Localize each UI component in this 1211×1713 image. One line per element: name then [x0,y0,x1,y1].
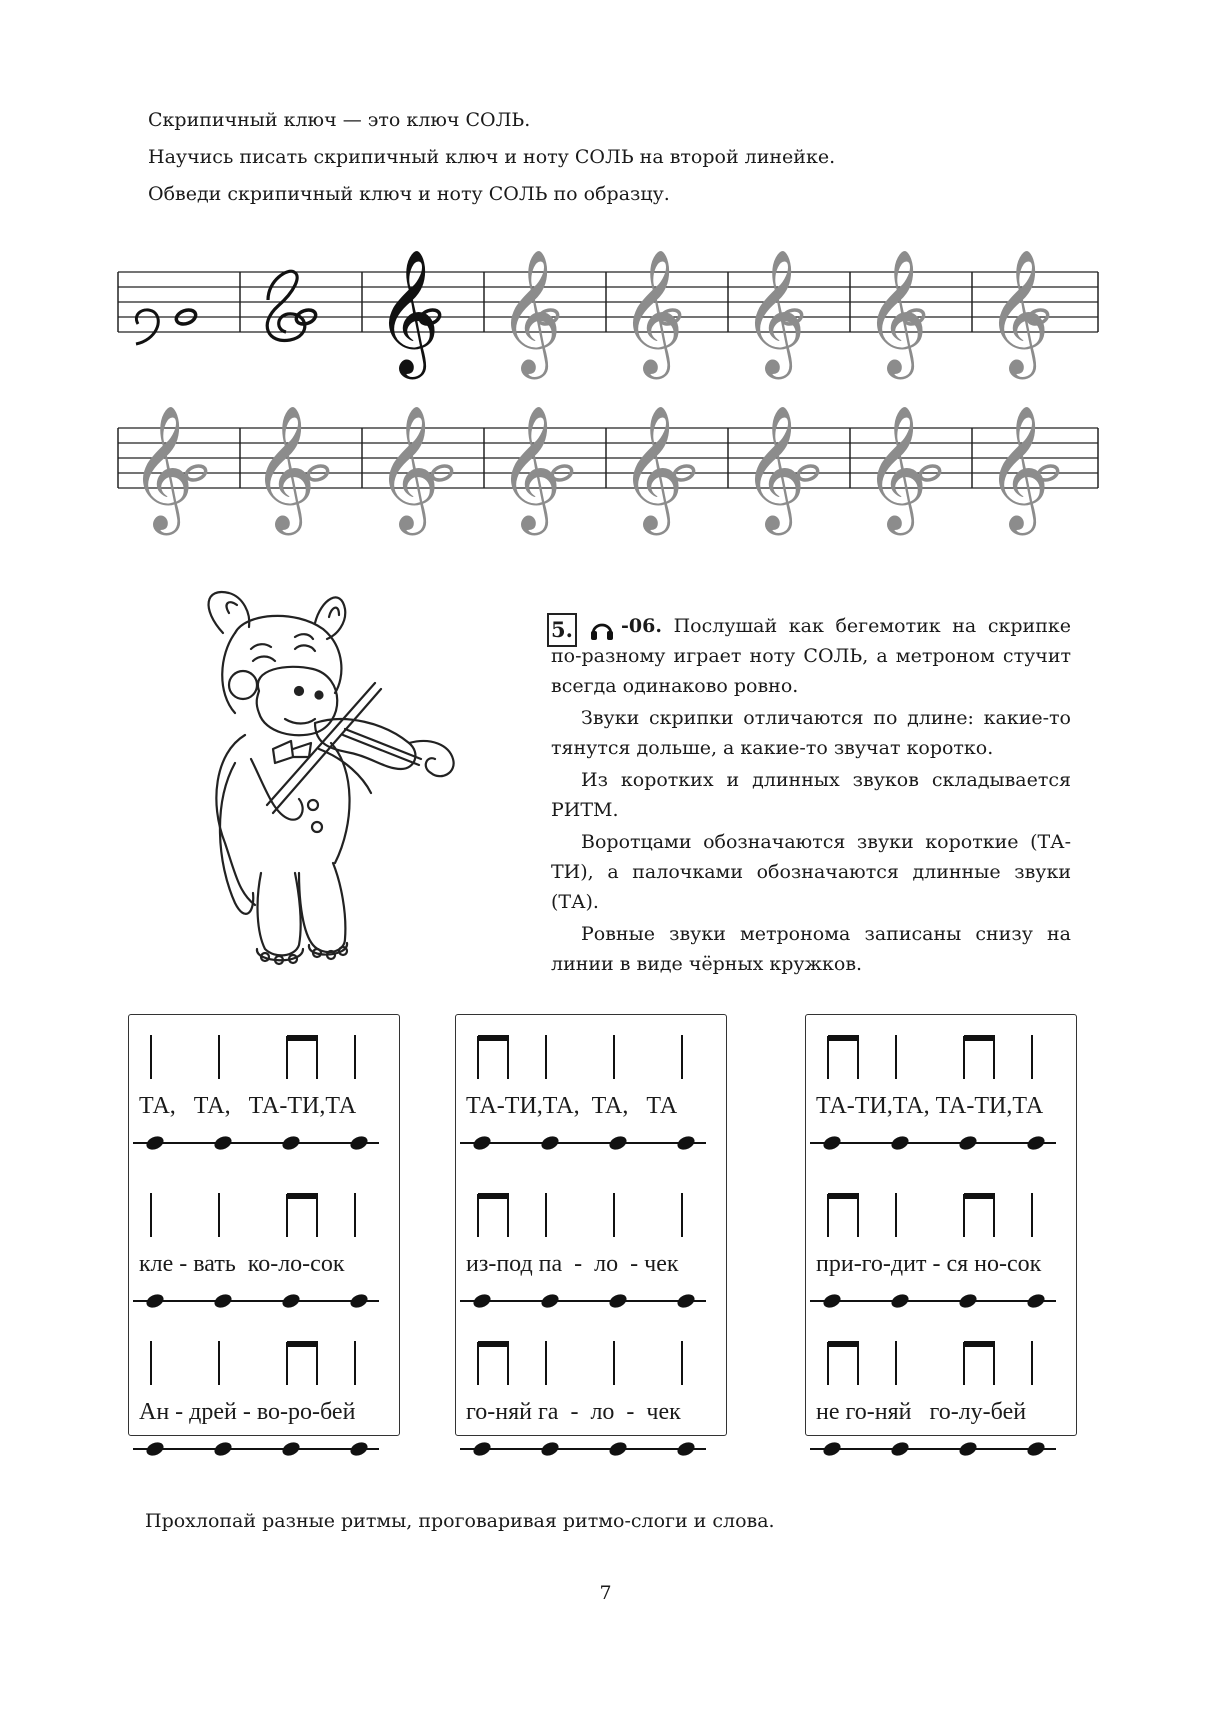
treble-clef-icon: 𝄞 [376,249,440,374]
track-number: -06. [621,615,662,637]
trace-clef-icon: 𝄞 [620,405,684,530]
tati-beam-icon [828,1193,859,1199]
metronome-beat-icon [1025,1134,1046,1152]
tati-gate-icon [964,1037,994,1079]
tati-gate-icon [964,1195,994,1237]
metronome-beat-icon [144,1440,165,1458]
metronome-beat-icon [607,1134,628,1152]
metronome-beat-icon [539,1134,560,1152]
trace-clef-icon: 𝄞 [742,249,806,374]
metronome-beat-icon [471,1440,492,1458]
trace-clef-icon: 𝄞 [864,405,928,530]
intro-line: Научись писать скрипичный ключ и ноту СОЛЬ на второй линейке. [148,146,836,168]
rhythm-row [129,1321,399,1471]
rhythm-row [456,1015,726,1165]
rhythm-syllables: ТА, ТА, ТА-ТИ,ТА [139,1093,357,1119]
rhythm-row [806,1321,1076,1471]
metronome-beat-icon [821,1440,842,1458]
rhythm-row [129,1015,399,1165]
rhythm-syllables: кле - вать ко-ло-сок [139,1251,345,1277]
rhythm-syllables: го-няй га - ло - чек [466,1399,681,1425]
trace-clef-icon: 𝄞 [864,249,928,374]
trace-clef-icon: 𝄞 [130,405,194,530]
metronome-beat-icon [957,1292,978,1310]
clef-stroke-drawing [136,310,158,344]
metronome-beat-icon [675,1440,696,1458]
tati-gate-icon [287,1195,317,1237]
metronome-beat-icon [957,1440,978,1458]
metronome-beat-icon [607,1440,628,1458]
tati-gate-icon [478,1037,508,1079]
rhythm-syllables: Ан - дрей - во-ро-бей [139,1399,356,1425]
tati-beam-icon [964,1341,995,1347]
intro-line: Скрипичный ключ — это ключ СОЛЬ. [148,109,531,131]
tati-beam-icon [964,1035,995,1041]
hippo-violinist-illustration [195,573,515,973]
trace-clef-icon: 𝄞 [498,405,562,530]
tati-gate-icon [478,1195,508,1237]
metronome-beat-icon [889,1440,910,1458]
tati-gate-icon [828,1343,858,1385]
tati-gate-icon [287,1037,317,1079]
tati-beam-icon [287,1341,318,1347]
metronome-beat-icon [144,1292,165,1310]
metronome-beat-icon [280,1292,301,1310]
tati-beam-icon [828,1035,859,1041]
tati-gate-icon [287,1343,317,1385]
metronome-beat-icon [1025,1292,1046,1310]
metronome-beat-icon [348,1440,369,1458]
metronome-beat-icon [889,1134,910,1152]
outro-text: Прохлопай разные ритмы, проговаривая ритмо-слоги и слова. [145,1510,775,1532]
exercise-paragraph: Ровные звуки метронома записаны снизу на линии в виде чёрных кружков. [551,923,1071,975]
tati-beam-icon [478,1341,509,1347]
trace-clef-icon: 𝄞 [376,405,440,530]
exercise-paragraph: Воротцами обозначаются звуки короткие (ТА-ТИ), а палочками обозначаются длинные звуки (ТА). [551,831,1071,913]
rhythm-box [128,1014,400,1436]
trace-clef-icon: 𝄞 [252,405,316,530]
tati-beam-icon [287,1193,318,1199]
metronome-beat-icon [212,1440,233,1458]
metronome-beat-icon [212,1134,233,1152]
metronome-beat-icon [957,1134,978,1152]
metronome-beat-icon [889,1292,910,1310]
metronome-beat-icon [212,1292,233,1310]
metronome-beat-icon [675,1292,696,1310]
rhythm-row [456,1173,726,1323]
tati-beam-icon [478,1035,509,1041]
rhythm-syllables: из-под па - ло - чек [466,1251,679,1277]
rhythm-row [806,1015,1076,1165]
exercise-paragraph: Из коротких и длинных звуков складывается РИТМ. [551,769,1071,821]
rhythm-box [805,1014,1077,1436]
exercise-paragraph: Послушай как бегемотик на скрипке по-разному играет ноту СОЛЬ, а метроном стучит всегда одинаково ровно. [551,615,1071,697]
exercise-number: 5. [547,613,577,647]
rhythm-box [455,1014,727,1436]
trace-clef-icon: 𝄞 [986,405,1050,530]
rhythm-syllables: ТА-ТИ,ТА, ТА-ТИ,ТА [816,1093,1044,1119]
rhythm-row [806,1173,1076,1323]
trace-clef-icon: 𝄞 [742,405,806,530]
clef-partial-drawing [267,271,305,340]
intro-text [148,108,1048,219]
metronome-beat-icon [821,1134,842,1152]
metronome-beat-icon [821,1292,842,1310]
metronome-beat-icon [348,1292,369,1310]
trace-clef-icon: 𝄞 [620,249,684,374]
page-number: 7 [599,1582,612,1604]
metronome-beat-icon [1025,1440,1046,1458]
trace-clef-icon: 𝄞 [986,249,1050,374]
metronome-beat-icon [607,1292,628,1310]
exercise-text [551,611,1071,981]
tati-gate-icon [964,1343,994,1385]
metronome-beat-icon [471,1134,492,1152]
intro-line: Обведи скрипичный ключ и ноту СОЛЬ по образцу. [148,183,670,205]
tati-gate-icon [828,1037,858,1079]
rhythm-syllables: не го-няй го-лу-бей [816,1399,1027,1425]
metronome-beat-icon [348,1134,369,1152]
exercise-paragraph: Звуки скрипки отличаются по длине: какие-то тянутся дольше, а какие-то звучат коротко. [551,707,1071,759]
trace-clef-icon: 𝄞 [498,249,562,374]
metronome-beat-icon [539,1440,560,1458]
tati-gate-icon [478,1343,508,1385]
tati-beam-icon [478,1193,509,1199]
rhythm-row [129,1173,399,1323]
tati-beam-icon [287,1035,318,1041]
rhythm-syllables: ТА-ТИ,ТА, ТА, ТА [466,1093,678,1119]
metronome-beat-icon [675,1134,696,1152]
tati-beam-icon [964,1193,995,1199]
rhythm-syllables: при-го-дит - ся но-сок [816,1251,1042,1277]
metronome-beat-icon [144,1134,165,1152]
metronome-beat-icon [539,1292,560,1310]
staff-line-2 [118,396,1098,530]
metronome-beat-icon [280,1134,301,1152]
rhythm-row [456,1321,726,1471]
metronome-beat-icon [471,1292,492,1310]
tati-beam-icon [828,1341,859,1347]
staff-line-1 [118,240,1098,374]
metronome-beat-icon [280,1440,301,1458]
tati-gate-icon [828,1195,858,1237]
